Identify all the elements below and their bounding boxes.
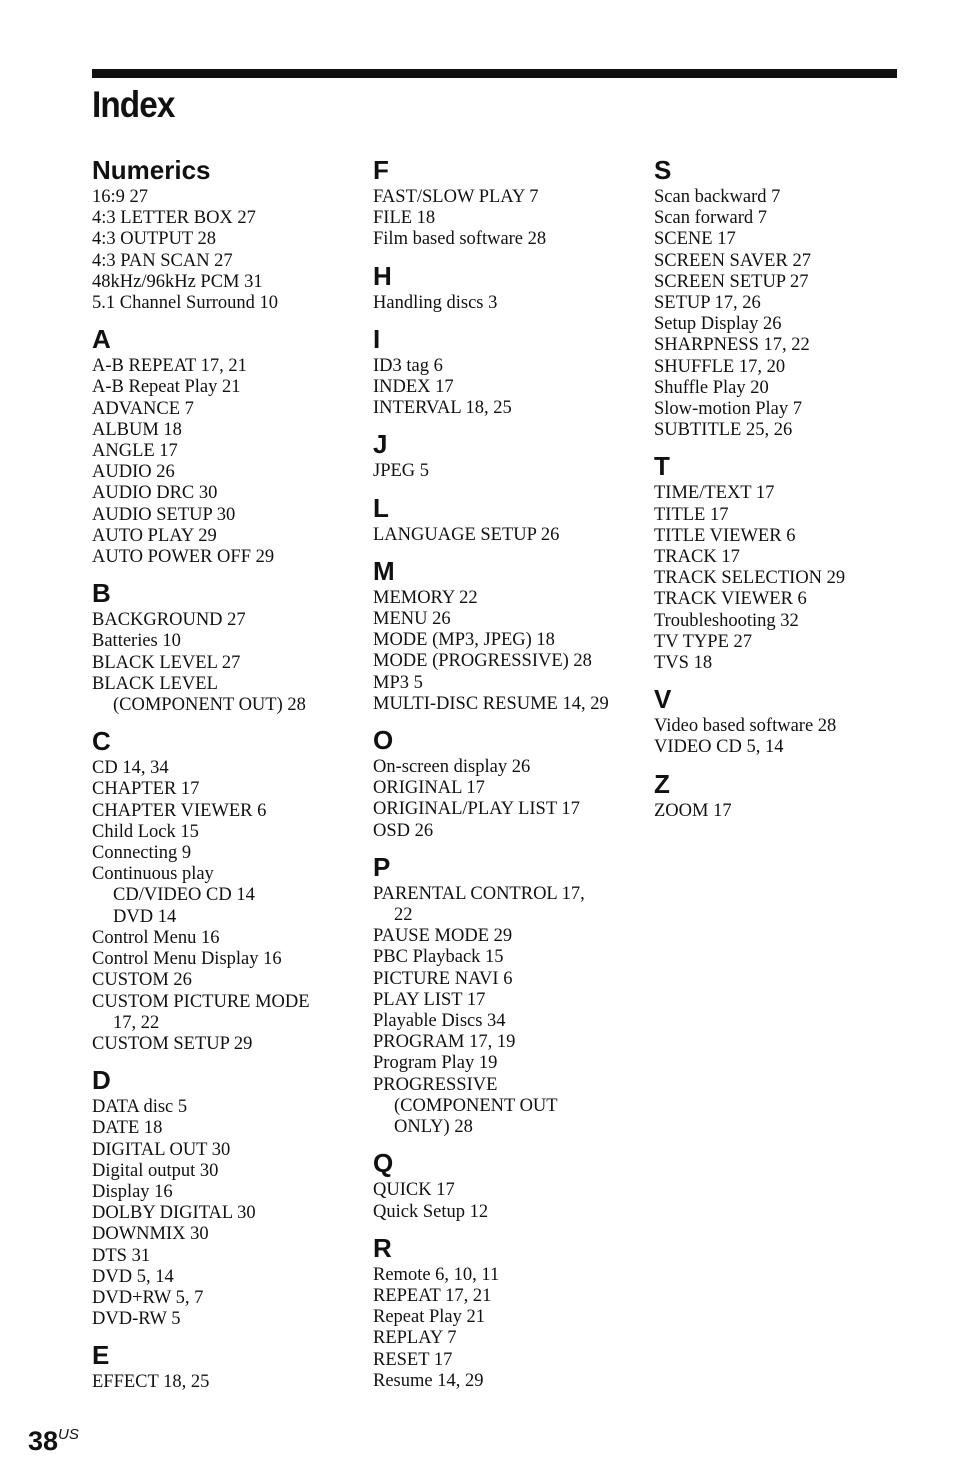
index-entry: AUDIO DRC 30 — [92, 483, 218, 504]
index-section — [373, 323, 643, 420]
index-entry: CUSTOM PICTURE MODE — [92, 991, 310, 1012]
section-heading: Numerics — [92, 155, 211, 185]
index-entry: TVS 18 — [654, 653, 713, 674]
index-section — [373, 492, 643, 546]
index-entry: REPLAY 7 — [373, 1328, 457, 1349]
index-section — [373, 428, 643, 482]
index-entry: ORIGINAL/PLAY LIST 17 — [373, 799, 580, 820]
section-heading: B — [92, 578, 111, 609]
index-entry: 17, 22 — [113, 1012, 160, 1033]
index-entry: AUTO POWER OFF 29 — [92, 547, 275, 568]
index-entry: DIGITAL OUT 30 — [92, 1139, 231, 1160]
index-entry: BACKGROUND 27 — [92, 610, 246, 631]
index-column-2 — [373, 154, 643, 1401]
index-entry: AUTO PLAY 29 — [92, 525, 217, 546]
index-entry: Setup Display 26 — [654, 314, 782, 335]
index-entry: 4:3 LETTER BOX 27 — [92, 208, 256, 229]
index-entry: VIDEO CD 5, 14 — [654, 737, 784, 758]
index-entry: MEMORY 22 — [373, 587, 478, 608]
section-heading: O — [373, 725, 394, 756]
index-entry: ONLY) 28 — [394, 1117, 473, 1138]
index-section — [654, 683, 924, 758]
index-entry: Repeat Play 21 — [373, 1307, 486, 1328]
index-entry: (COMPONENT OUT) 28 — [113, 695, 306, 716]
index-entry: ANGLE 17 — [92, 441, 178, 462]
index-section — [654, 768, 924, 822]
index-entry: INTERVAL 18, 25 — [373, 398, 512, 419]
index-section — [92, 154, 362, 314]
index-entry: TRACK SELECTION 29 — [654, 568, 846, 589]
section-heading: F — [373, 155, 389, 185]
section-heading: C — [92, 726, 111, 757]
index-entry: DVD 14 — [113, 906, 177, 927]
index-entry: A-B Repeat Play 21 — [92, 377, 241, 398]
index-entry: TITLE 17 — [654, 504, 729, 525]
header-rule — [92, 69, 897, 78]
section-heading: H — [373, 260, 392, 291]
index-entry: TRACK VIEWER 6 — [654, 589, 807, 610]
index-entry: FAST/SLOW PLAY 7 — [373, 187, 539, 207]
section-heading: V — [654, 684, 672, 715]
index-entry: ALBUM 18 — [92, 419, 182, 440]
index-section — [92, 1339, 362, 1393]
index-section — [373, 724, 643, 842]
index-entry: SHUFFLE 17, 20 — [654, 356, 786, 377]
index-entry: DTS 31 — [92, 1245, 151, 1266]
index-entry: TITLE VIEWER 6 — [654, 525, 796, 546]
index-section — [373, 851, 643, 1138]
index-entry: PBC Playback 15 — [373, 947, 504, 968]
index-entry: Connecting 9 — [92, 843, 192, 864]
index-section — [654, 154, 924, 441]
section-heading: D — [92, 1065, 111, 1096]
index-entry: Handling discs 3 — [373, 292, 498, 313]
index-entry: RESET 17 — [373, 1349, 453, 1370]
index-entry: PICTURE NAVI 6 — [373, 968, 513, 989]
index-entry: PARENTAL CONTROL 17, — [373, 883, 585, 904]
index-entry: Film based software 28 — [373, 229, 547, 250]
index-entry: 4:3 PAN SCAN 27 — [92, 250, 233, 271]
index-section — [373, 555, 643, 715]
index-entry: Child Lock 15 — [92, 821, 199, 842]
section-heading: R — [373, 1232, 392, 1263]
index-entry: ADVANCE 7 — [92, 398, 194, 419]
section-heading: M — [373, 555, 395, 586]
index-entry: SCREEN SETUP 27 — [654, 271, 809, 292]
page-number-suffix: US — [58, 1426, 79, 1443]
index-section — [92, 577, 362, 716]
index-section — [373, 1147, 643, 1222]
index-section — [373, 154, 643, 251]
index-entry: MODE (MP3, JPEG) 18 — [373, 630, 555, 651]
index-entry: MODE (PROGRESSIVE) 28 — [373, 651, 592, 672]
index-entry: Program Play 19 — [373, 1053, 498, 1074]
index-entry: DATA disc 5 — [92, 1097, 188, 1118]
index-entry: CHAPTER 17 — [92, 779, 200, 800]
index-entry: 4:3 OUTPUT 28 — [92, 229, 217, 250]
section-heading: P — [373, 851, 391, 882]
index-entry: PROGRESSIVE — [373, 1074, 498, 1095]
index-column-1 — [92, 154, 362, 1403]
index-entry: SCREEN SAVER 27 — [654, 250, 811, 271]
index-entry: (COMPONENT OUT — [394, 1095, 558, 1116]
index-entry: SHARPNESS 17, 22 — [654, 335, 810, 356]
index-entry: On-screen display 26 — [373, 757, 531, 778]
index-section — [92, 323, 362, 568]
index-entry: 5.1 Channel Surround 10 — [92, 293, 279, 314]
index-entry: PAUSE MODE 29 — [373, 926, 513, 947]
section-heading: I — [373, 323, 381, 354]
index-entry: QUICK 17 — [373, 1180, 455, 1201]
index-entry: SCENE 17 — [654, 229, 736, 250]
section-heading: J — [373, 429, 388, 460]
index-section — [654, 450, 924, 674]
index-entry: Playable Discs 34 — [373, 1011, 506, 1032]
index-entry: TV TYPE 27 — [654, 631, 752, 652]
section-heading: A — [92, 324, 111, 355]
index-entry: BLACK LEVEL — [92, 673, 218, 694]
index-entry: Continuous play — [92, 864, 214, 885]
index-entry: ORIGINAL 17 — [373, 778, 485, 799]
index-entry: 16:9 27 — [92, 187, 149, 207]
index-entry: PLAY LIST 17 — [373, 989, 486, 1010]
index-entry: CD 14, 34 — [92, 758, 169, 779]
index-entry: CD/VIDEO CD 14 — [113, 885, 255, 906]
page-number: 38 — [28, 1426, 59, 1456]
index-entry: Batteries 10 — [92, 631, 181, 652]
index-entry: PROGRAM 17, 19 — [373, 1032, 516, 1053]
section-heading: E — [92, 1340, 110, 1371]
index-entry: Slow-motion Play 7 — [654, 399, 803, 420]
index-entry: ID3 tag 6 — [373, 355, 443, 376]
section-heading: Q — [373, 1148, 394, 1179]
index-entry: DOLBY DIGITAL 30 — [92, 1203, 256, 1224]
index-entry: FILE 18 — [373, 208, 436, 229]
index-entry: Remote 6, 10, 11 — [373, 1264, 500, 1285]
index-section — [373, 260, 643, 314]
section-heading: S — [654, 155, 672, 185]
index-entry: Resume 14, 29 — [373, 1370, 484, 1391]
index-entry: MENU 26 — [373, 609, 451, 630]
index-entry: Control Menu Display 16 — [92, 949, 282, 970]
index-entry: Scan forward 7 — [654, 208, 768, 229]
index-section — [373, 1232, 643, 1392]
page-folio — [28, 1426, 79, 1457]
index-entry: REPEAT 17, 21 — [373, 1285, 492, 1306]
section-heading: Z — [654, 768, 670, 799]
index-section — [92, 1064, 362, 1330]
index-entry: SUBTITLE 25, 26 — [654, 420, 793, 441]
index-entry: DOWNMIX 30 — [92, 1224, 209, 1245]
page-title: Index — [92, 84, 175, 125]
index-entry: Display 16 — [92, 1181, 173, 1202]
index-entry: Quick Setup 12 — [373, 1201, 489, 1222]
index-entry: TIME/TEXT 17 — [654, 483, 775, 504]
index-entry: CUSTOM SETUP 29 — [92, 1033, 253, 1054]
index-entry: Shuffle Play 20 — [654, 377, 769, 398]
index-entry: CHAPTER VIEWER 6 — [92, 800, 267, 821]
index-entry: INDEX 17 — [373, 377, 454, 398]
index-entry: SETUP 17, 26 — [654, 293, 761, 314]
index-entry: EFFECT 18, 25 — [92, 1372, 210, 1393]
index-entry: Scan backward 7 — [654, 187, 781, 207]
index-column-3 — [654, 154, 924, 831]
index-entry: TRACK 17 — [654, 547, 740, 568]
index-entry: CUSTOM 26 — [92, 970, 192, 991]
index-entry: Video based software 28 — [654, 716, 837, 737]
index-entry: DVD 5, 14 — [92, 1266, 174, 1287]
index-entry: ZOOM 17 — [654, 800, 732, 821]
index-entry: DVD-RW 5 — [92, 1309, 181, 1330]
index-entry: OSD 26 — [373, 820, 434, 841]
index-entry: BLACK LEVEL 27 — [92, 652, 241, 673]
index-entry: DATE 18 — [92, 1118, 163, 1139]
index-entry: Control Menu 16 — [92, 927, 220, 948]
index-entry: 22 — [394, 905, 413, 926]
index-entry: LANGUAGE SETUP 26 — [373, 524, 560, 545]
index-entry: AUDIO 26 — [92, 462, 175, 483]
index-entry: JPEG 5 — [373, 461, 430, 482]
index-entry: A-B REPEAT 17, 21 — [92, 356, 247, 377]
index-section — [92, 725, 362, 1055]
index-entry: MULTI-DISC RESUME 14, 29 — [373, 693, 609, 714]
index-entry: DVD+RW 5, 7 — [92, 1287, 204, 1308]
index-entry: MP3 5 — [373, 672, 423, 693]
index-entry: Digital output 30 — [92, 1160, 219, 1181]
index-entry: 48kHz/96kHz PCM 31 — [92, 271, 263, 292]
index-entry: AUDIO SETUP 30 — [92, 504, 236, 525]
section-heading: T — [654, 451, 670, 482]
section-heading: L — [373, 492, 389, 523]
index-entry: Troubleshooting 32 — [654, 610, 799, 631]
